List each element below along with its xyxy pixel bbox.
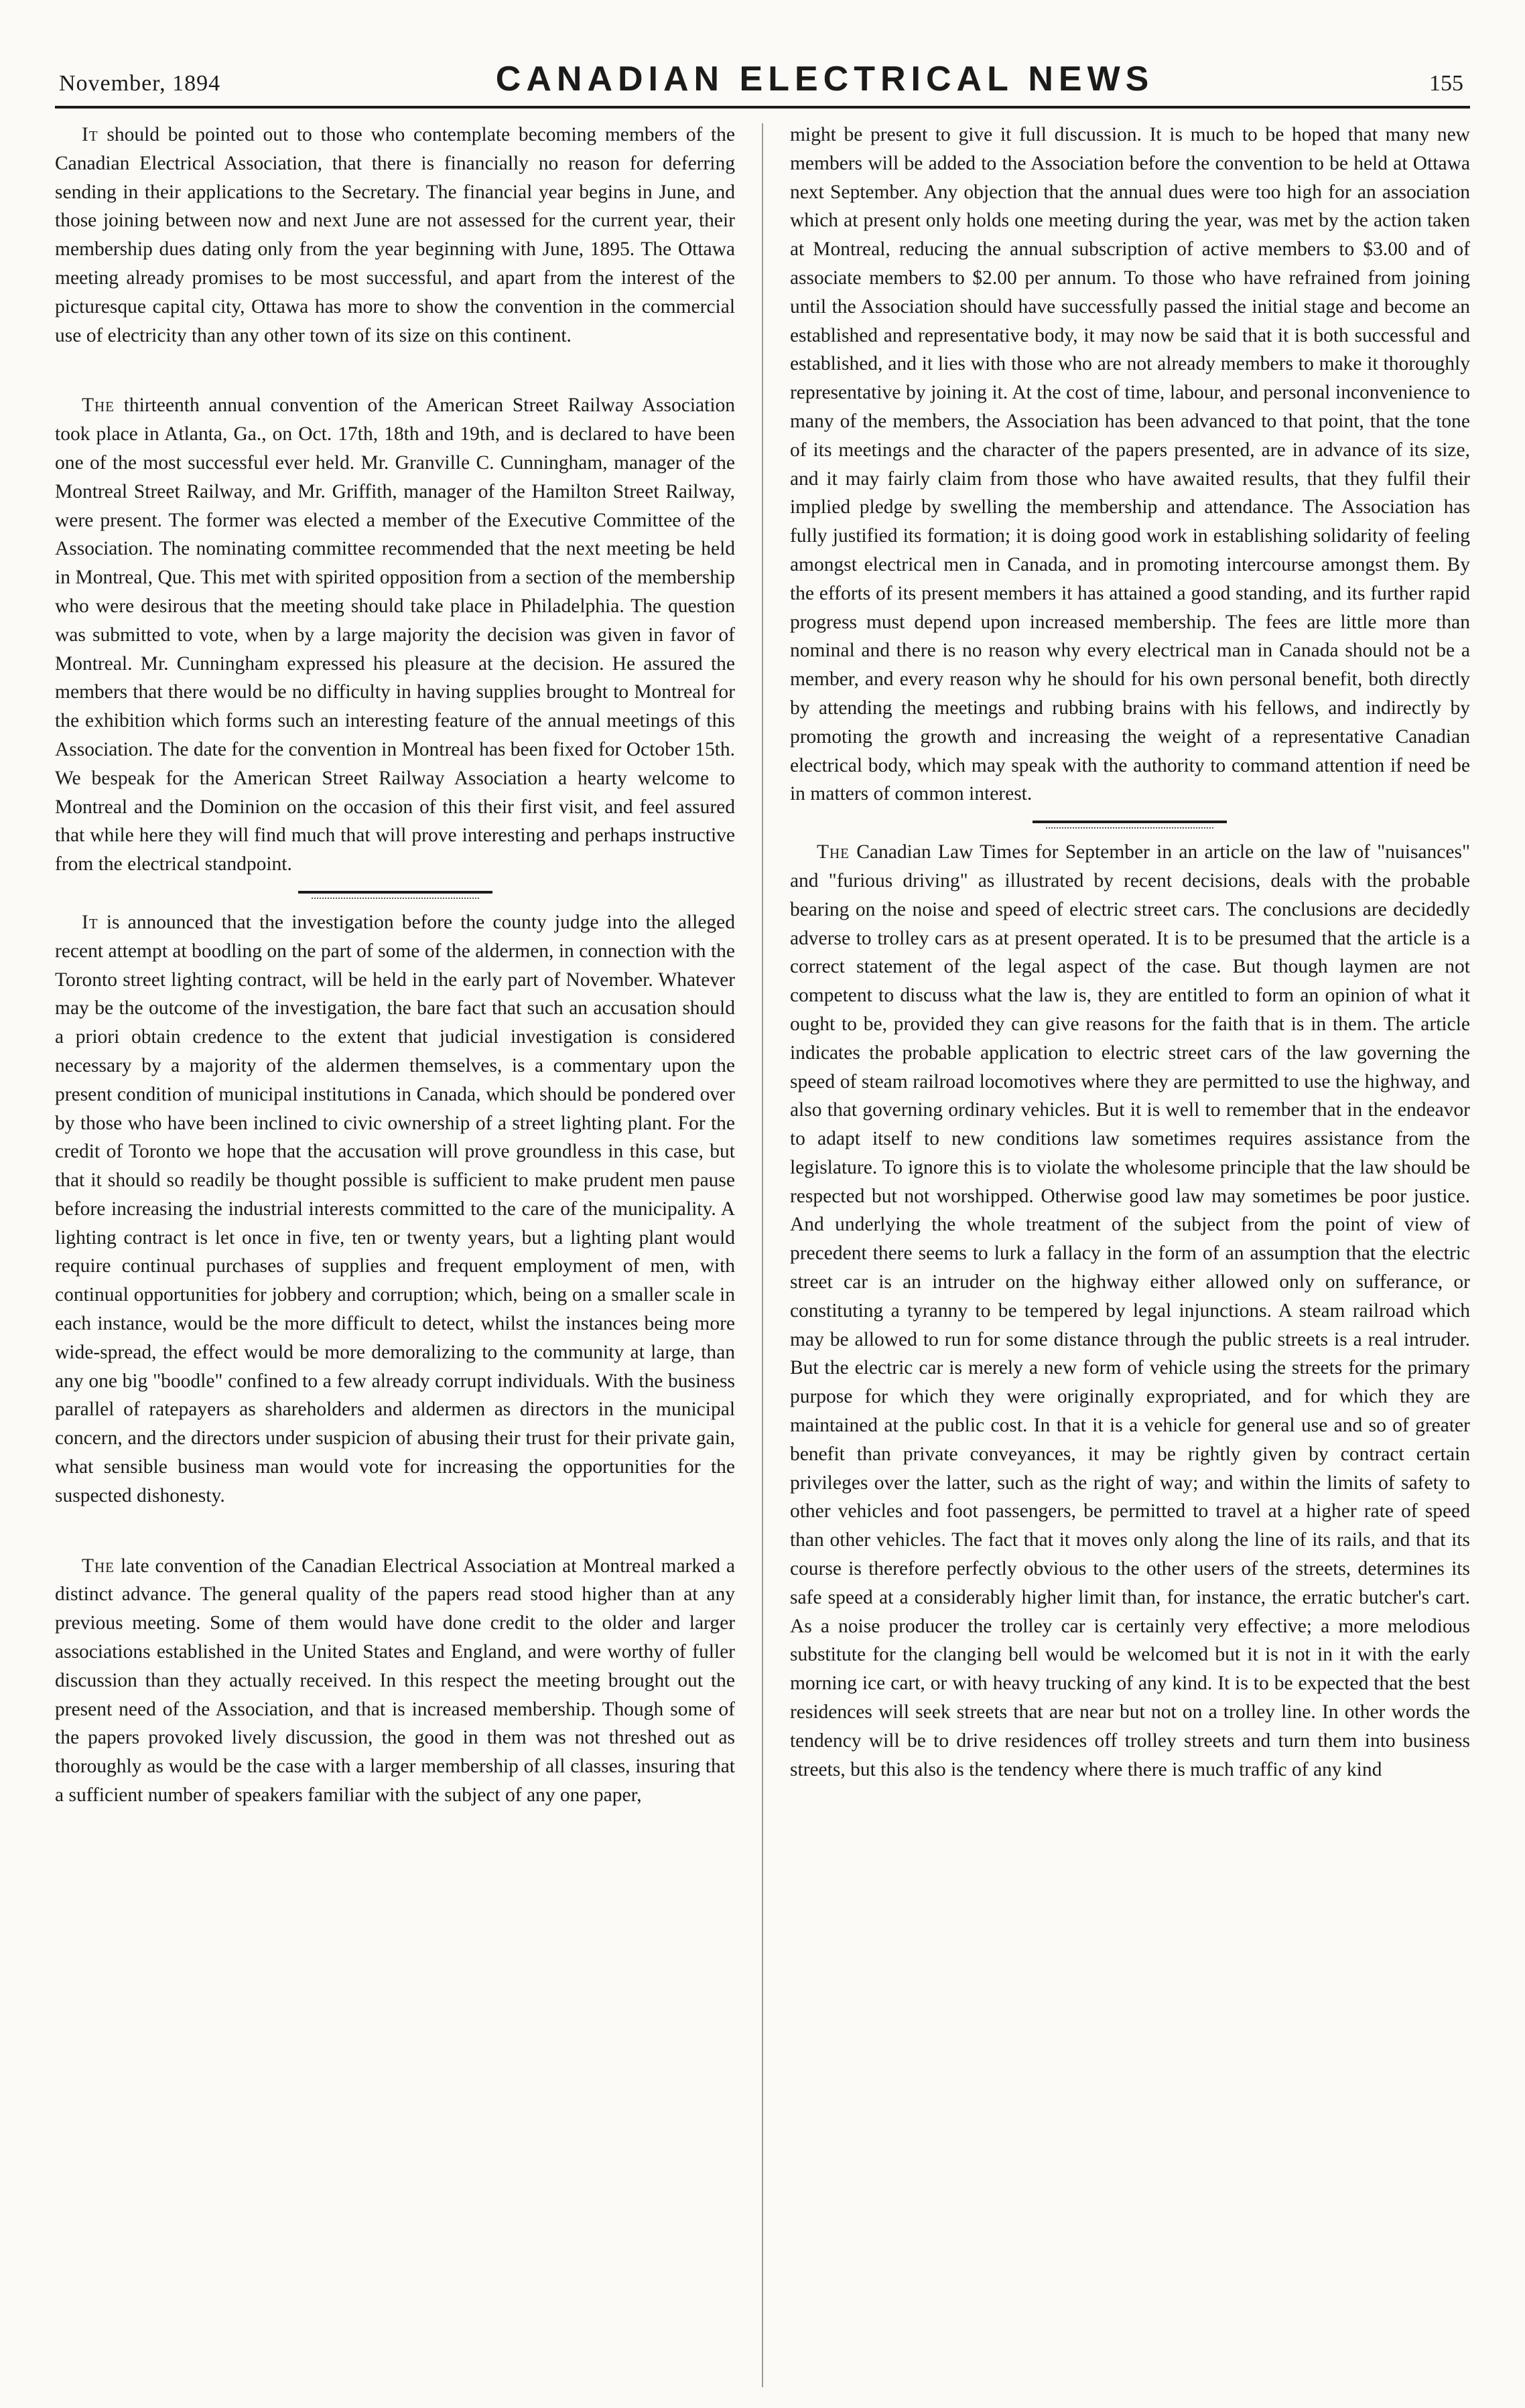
column-rule xyxy=(762,123,763,2387)
section-divider xyxy=(298,891,492,894)
article-law-times-trolley: The Canadian Law Times for September in an article on the law of "nuisances" and "furious driving" as illustrated by recent decisions, deals with the probable bearing on the noise and speed of electric street cars. The conclusions are decidedly adverse to trolley cars as at present operated. It is to be presumed that the article is a correct statement of the legal aspect of the case. But though laymen are not competent to discuss what the law is, they are entitled to form an opinion of what it ought to be, provided they can give reasons for the faith that is in them. The article indicates the probable application to electric street cars of the law governing the speed of steam railroad locomotives where they are permitted to use the highway, and also that governing ordinary vehicles. But it is well to remember that in the endeavor to adapt itself to new conditions law sometimes requires assistance from the legislature. To ignore this is to violate the wholesome principle that the law should be respected but not worshipped. Otherwise good law may sometimes be poor justice. And underlying the whole treatment of the subject from the point of view of precedent there seems to lurk a fallacy in the form of an assumption that the electric street car is an intruder on the highway either allowed only on sufferance, or constituting a tyranny to be tempered by legal injunctions. A steam railroad which may be allowed to run for some distance through the public streets is a real intruder. But the electric car is merely a new form of vehicle using the streets for the primary purpose for which they were originally expropriated, and for which they are maintained at the public cost. In that it is a vehicle for general use and so of greater benefit than private conveyances, it may be rightly given by contract certain privileges over the latter, such as the right of way; and within the limits of safety to other vehicles and foot passengers, be permitted to travel at a higher rate of speed than other vehicles. The fact that it moves only along the line of its rails, and that its course is therefore perfectly obvious to the other users of the streets, determines its safe speed at a considerably higher limit than, for instance, the erratic butcher's cart. As a noise producer the trolley car is certainly very effective; a more melodious substitute for the clanging bell would be welcomed but it is not in it with the early morning ice cart, or with heavy trucking of any kind. It is to be expected that the best residences will seek streets that are near but not on a trolley line. In other words the tendency will be to drive residences off trolley streets and turn them into business streets, but this also is the tendency where there is much traffic of any kind xyxy=(789,841,1470,1780)
article-street-railway-convention: The thirteenth annual convention of the American Street Railway Association took place in Atlanta, Ga., on Oct. 17th, 18th and 19th, and is declared to have been one of the most successful ever held. Mr. Granville C. Cunningham, manager of the Montreal Street Railway, and Mr. Griffith, manager of the Hamilton Street Railway, were present. The former was elected a member of the Executive Committee of the Association. The nominating committee recommended that the next meeting be held in Montreal, Que. This met with spirited opposition from a section of the membership who were desirous that the meeting should take place in Philadelphia. The question was submitted to vote, when by a large majority the decision was given in favor of Montreal. Mr. Cunningham expressed his pleasure at the decision. He assured the members that there would be no difficulty in having supplies brought to Montreal for the exhibition which forms such an interesting feature of the annual meetings of this Association. The date for the convention in Montreal has been fixed for October 15th. We bespeak for the American Street Railway Association a hearty welcome to Montreal and the Dominion on the occasion of this their first visit, and feel assured that while here they will find much that will prove interesting and perhaps instructive from the electrical standpoint. xyxy=(55,395,736,875)
article-boodling-investigation: It is announced that the investigation before the county judge into the alleged recent attempt at boodling on the part of some of the aldermen, in connection with the Toronto street lighting contract, will be held in the early part of November. Whatever may be the outcome of the investigation, the bare fact that such an accusation should a priori obtain credence to the extent that judicial investigation is considered necessary by a majority of the aldermen themselves, is a commentary upon the present condition of municipal institutions in Canada, which should be pondered over by those who have been inclined to civic ownership of a street lighting plant. For the credit of Toronto we hope that the accusation will prove groundless in this case, but that it should so readily be thought possible is sufficient to make prudent men pause before increasing the industrial interests committed to the care of the municipality. A lighting contract is let once in five, ten or twenty years, but a lighting plant would require continual purchases of supplies and frequent employment of men, with continual opportunities for jobbery and corruption; which, being on a smaller scale in each instance, would be the more difficult to detect, whilst the instances being more wide-spread, the effect would be more demoralizing to the community at large, than any one big "boodle" confined to a few already corrupt individuals. With the business parallel of ratepayers as shareholders and aldermen as directors in the municipal concern, and the directors under suspicion of abusing their trust for their private gain, what sensible business man would vote for increasing the opportunities for the suspected dishonesty. xyxy=(55,911,736,1506)
section-gap xyxy=(55,350,735,391)
text-columns xyxy=(55,121,1470,2387)
left-column xyxy=(55,121,735,2387)
section-divider xyxy=(1033,821,1227,823)
publication-title: CANADIAN ELECTRICAL NEWS xyxy=(495,60,1154,98)
page-header xyxy=(55,59,1470,109)
article-cea-convention: The late convention of the Canadian Electrical Association at Montreal marked a distinct advance. The general quality of the papers read stood higher than at any previous meeting. Some of them would have done credit to the older and larger associations established in the United States and England, and were worthy of fuller discussion than they actually received. In this respect the meeting brought out the present need of the Association, and that is increased membership. Though some of the papers provoked lively discussion, the good in them was not threshed out as thoroughly as would be the case with a larger membership of all classes, insuring that a sufficient number of speakers familiar with the subject of any one paper, xyxy=(55,1555,736,1807)
right-column xyxy=(790,121,1470,2387)
issue-date: November, 1894 xyxy=(59,71,221,96)
article-membership-notice: It should be pointed out to those who contemplate becoming members of the Canadian Electrical Association, that there is financially no reason for deferring sending in their applications to the Secretary. The financial year begins in June, and those joining between now and next June are not assessed for the current year, their membership dues dating only from the year beginning with June, 1895. The Ottawa meeting already promises to be most successful, and apart from the interest of the picturesque capital city, Ottawa has more to show the convention in the commercial use of electricity than any other town of its size on this continent. xyxy=(55,124,736,346)
article-cea-convention-continued: might be present to give it full discussion. It is much to be hoped that many new members will be added to the Association before the convention to be held at Ottawa next September. Any objection that the annual dues were too high for an association which at present only holds one meeting during the year, was met by the action taken at Montreal, reducing the annual subscription of active members to $3.00 and of associate members to $2.00 per annum. To those who have refrained from joining until the Association should have successfully passed the initial stage and become an established and representative body, it may now be said that it is both successful and established, and it lies with those who are not already members to make it thoroughly representative by joining it. At the cost of time, labour, and personal inconvenience to many of the members, the Association has been advanced to that point, that the tone of its meetings and the character of the papers presented, are in advance of its size, and it may fairly claim from those who have awaited results, that they fulfil their implied pledge by swelling the membership and attendance. The Association has fully justified its formation; it is doing good work in establishing solidarity of feeling amongst electrical men in Canada, and in promoting intercourse amongst them. By the efforts of its present members it has attained a good standing, and its further rapid progress must depend upon increased membership. The fees are little more than nominal and there is no reason why every electrical man in Canada should not be a member, and every reason why he should for his own personal benefit, both directly by attending the meetings and rubbing brains with his fellows, and indirectly by promoting the growth and increasing the weight of a representative Canadian electrical body, which may speak with the authority to command attention if need be in matters of common interest. xyxy=(789,124,1470,805)
section-gap xyxy=(55,1510,735,1552)
page-number: 155 xyxy=(1429,71,1463,96)
